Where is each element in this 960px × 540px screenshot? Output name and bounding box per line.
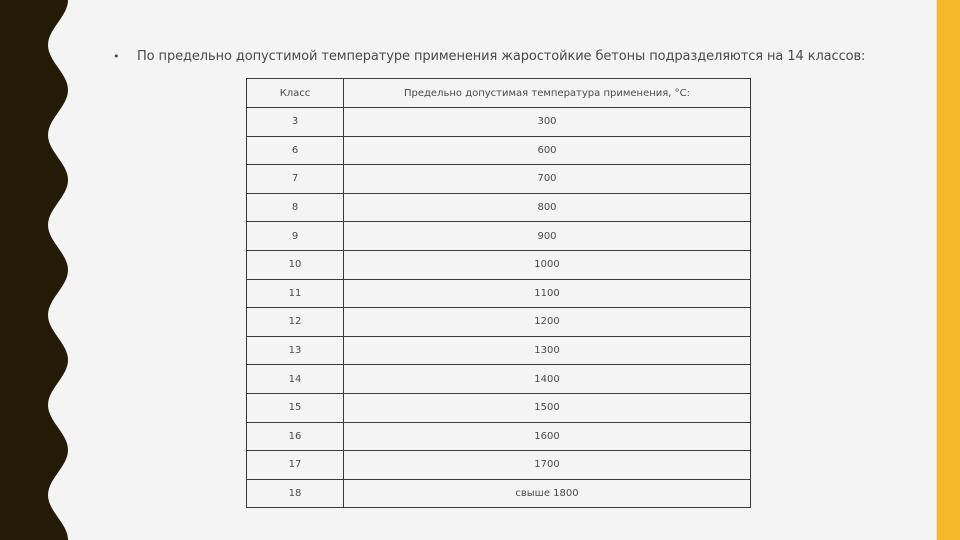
- cell-class: 14: [247, 365, 344, 394]
- cell-temperature: 1300: [344, 336, 751, 365]
- cell-class: 7: [247, 165, 344, 194]
- bullet-dot-icon: •: [113, 50, 120, 63]
- table-row: [247, 308, 751, 337]
- table-row: [247, 393, 751, 422]
- bullet-item: [113, 48, 865, 66]
- table-row: [247, 193, 751, 222]
- table-row: [247, 279, 751, 308]
- table-row: [247, 222, 751, 251]
- cell-temperature: 700: [344, 165, 751, 194]
- cell-class: 12: [247, 308, 344, 337]
- table-header-row: [247, 79, 751, 108]
- cell-class: 8: [247, 193, 344, 222]
- cell-temperature: 1200: [344, 308, 751, 337]
- cell-temperature: 1500: [344, 393, 751, 422]
- cell-temperature: 1000: [344, 250, 751, 279]
- cell-temperature: свыше 1800: [344, 479, 751, 508]
- table-row: [247, 451, 751, 480]
- table-row: [247, 108, 751, 137]
- header-temperature: Предельно допустимая температура применения, °С:: [344, 79, 751, 108]
- table-row: [247, 422, 751, 451]
- cell-temperature: 1600: [344, 422, 751, 451]
- cell-temperature: 300: [344, 108, 751, 137]
- cell-class: 3: [247, 108, 344, 137]
- accent-bar: [937, 0, 960, 540]
- header-class: Класс: [247, 79, 344, 108]
- cell-temperature: 600: [344, 136, 751, 165]
- decorative-wavy-band: [0, 0, 80, 540]
- table-row: [247, 336, 751, 365]
- cell-class: 9: [247, 222, 344, 251]
- cell-temperature: 800: [344, 193, 751, 222]
- cell-class: 6: [247, 136, 344, 165]
- table-row: [247, 479, 751, 508]
- cell-class: 15: [247, 393, 344, 422]
- cell-temperature: 1100: [344, 279, 751, 308]
- concrete-class-table: [246, 78, 751, 508]
- cell-class: 13: [247, 336, 344, 365]
- cell-class: 11: [247, 279, 344, 308]
- cell-temperature: 900: [344, 222, 751, 251]
- cell-class: 17: [247, 451, 344, 480]
- table-row: [247, 365, 751, 394]
- cell-class: 18: [247, 479, 344, 508]
- cell-temperature: 1700: [344, 451, 751, 480]
- cell-class: 16: [247, 422, 344, 451]
- cell-temperature: 1400: [344, 365, 751, 394]
- table-row: [247, 250, 751, 279]
- bullet-text: По предельно допустимой температуре применения жаростойкие бетоны подразделяются на 14 классов:: [137, 49, 866, 64]
- table-row: [247, 136, 751, 165]
- cell-class: 10: [247, 250, 344, 279]
- table-row: [247, 165, 751, 194]
